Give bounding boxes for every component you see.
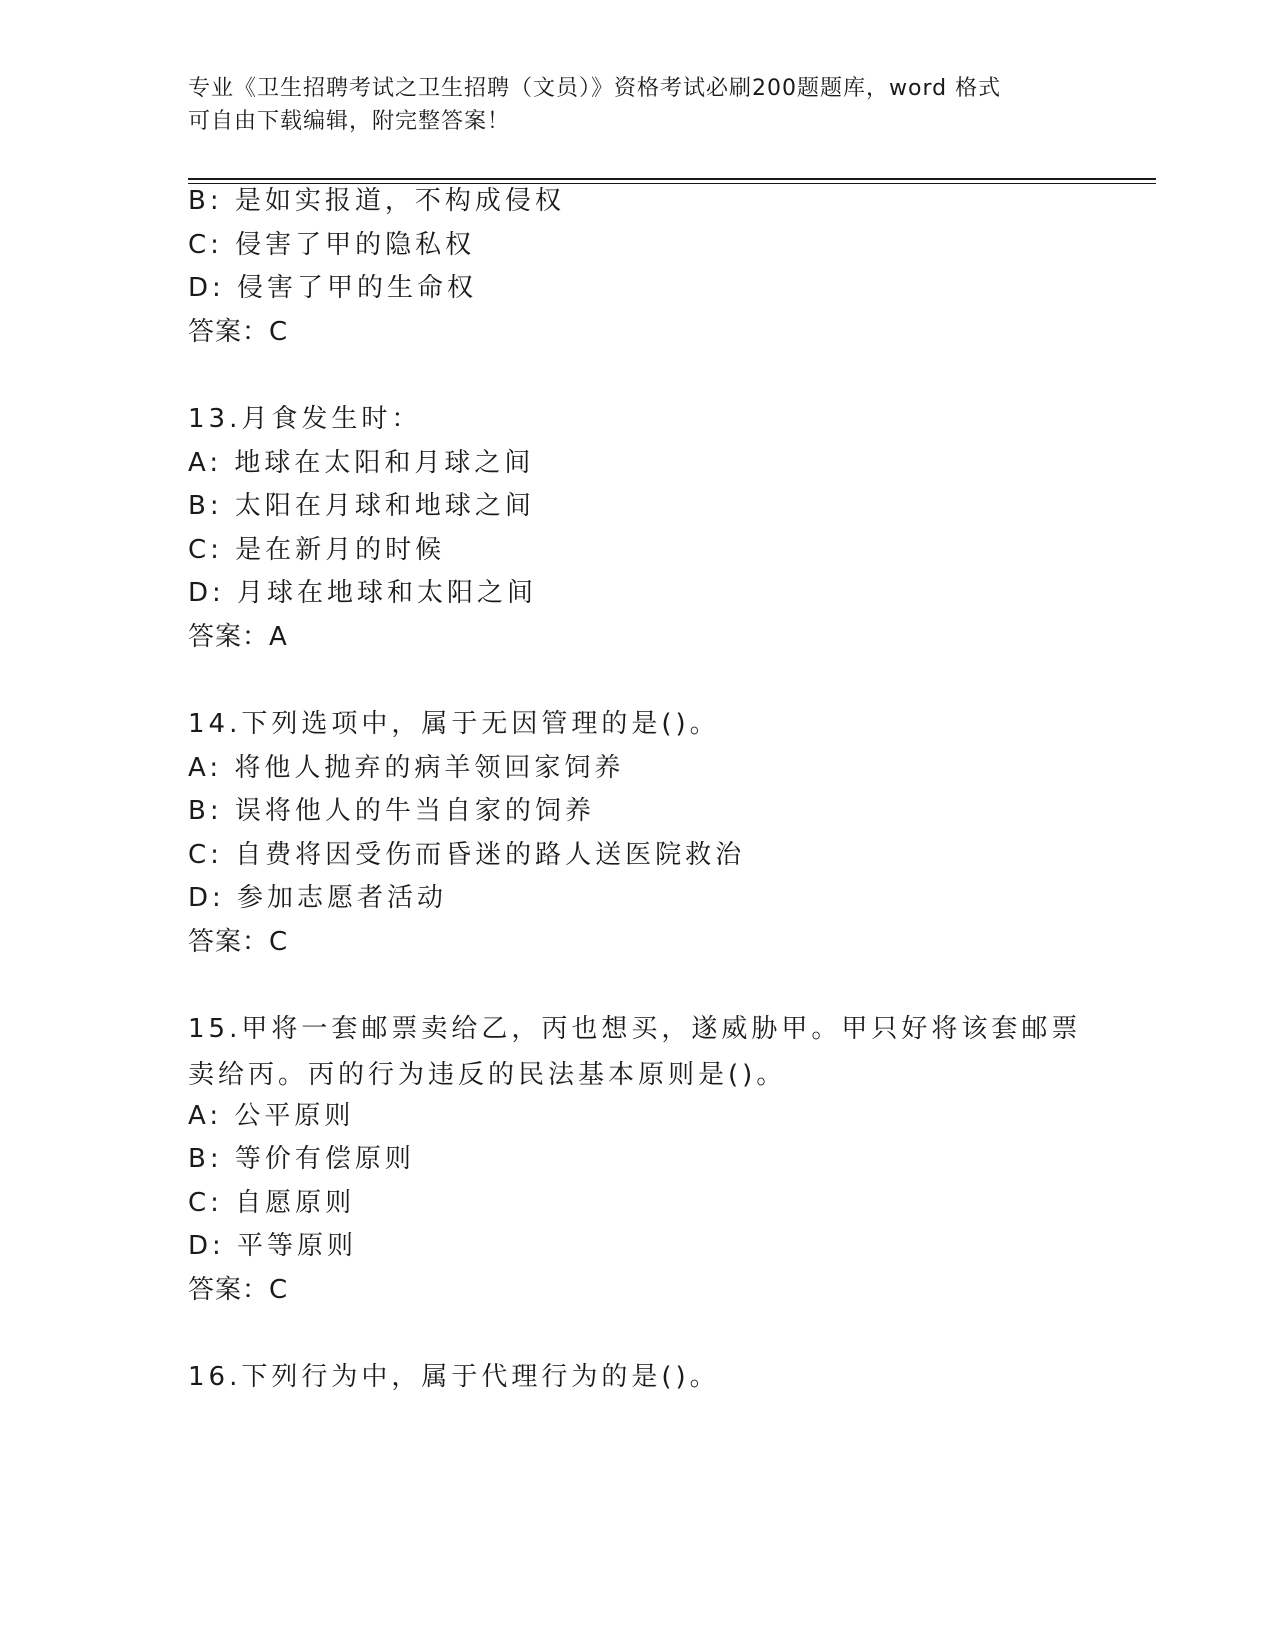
q16-stem: 16.下列行为中，属于代理行为的是()。 bbox=[188, 1362, 720, 1392]
q15-option-b: B: 等价有偿原则 bbox=[188, 1144, 415, 1174]
document-header bbox=[188, 72, 1088, 138]
q13-stem: 13.月食发生时： bbox=[188, 404, 422, 434]
q15-stem: 15.甲将一套邮票卖给乙，丙也想买，遂威胁甲。甲只好将该套邮票卖给丙。丙的行为违反的民法基本原则是()。 bbox=[188, 1014, 1082, 1090]
q14-option-a: A: 将他人抛弃的病羊领回家饲养 bbox=[188, 753, 625, 783]
q15-option-c: C: 自愿原则 bbox=[188, 1188, 356, 1218]
q15-option-d: D: 平等原则 bbox=[188, 1231, 358, 1261]
q13-option-b: B: 太阳在月球和地球之间 bbox=[188, 491, 535, 521]
header-line-2: 可自由下载编辑，附完整答案！ bbox=[188, 109, 511, 134]
q14-stem: 14.下列选项中，属于无因管理的是()。 bbox=[188, 709, 720, 739]
header-line-1: 专业《卫生招聘考试之卫生招聘（文员）》资格考试必刷200题题库，word 格式 bbox=[188, 76, 1002, 101]
q14-answer: 答案：C bbox=[188, 927, 289, 957]
q13-option-d: D: 月球在地球和太阳之间 bbox=[188, 578, 538, 608]
q12-option-b: B: 是如实报道，不构成侵权 bbox=[188, 186, 565, 216]
q14-option-c: C: 自费将因受伤而昏迷的路人送医院救治 bbox=[188, 840, 746, 870]
header-divider-thick bbox=[188, 178, 1156, 180]
q15-option-a: A: 公平原则 bbox=[188, 1101, 355, 1131]
q12-option-c: C: 侵害了甲的隐私权 bbox=[188, 230, 476, 260]
q13-option-c: C: 是在新月的时候 bbox=[188, 535, 446, 565]
q15-answer: 答案：C bbox=[188, 1275, 289, 1305]
q14-option-b: B: 误将他人的牛当自家的饲养 bbox=[188, 796, 595, 826]
q13-option-a: A: 地球在太阳和月球之间 bbox=[188, 448, 535, 478]
q12-answer: 答案：C bbox=[188, 317, 289, 347]
q12-option-d: D: 侵害了甲的生命权 bbox=[188, 273, 478, 303]
q13-answer: 答案：A bbox=[188, 622, 288, 652]
q14-option-d: D: 参加志愿者活动 bbox=[188, 883, 448, 913]
